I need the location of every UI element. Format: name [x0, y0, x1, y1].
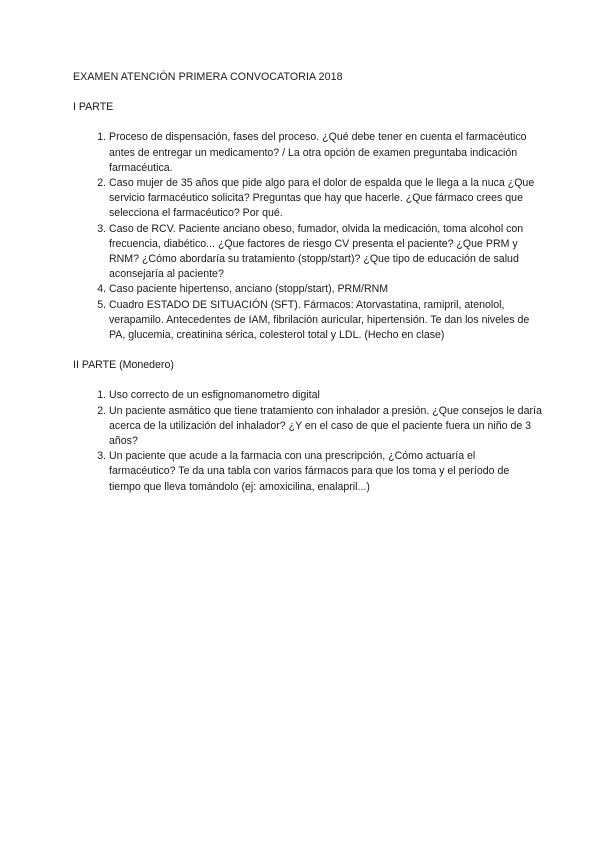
part-1-question-list	[73, 130, 543, 343]
part-2-question-3: 3. Un paciente que acude a la farmacia con una prescripción, ¿Cómo actuaría el farmacéutico? Te da una tabla con varios fármacos para que los toma y el período de tiempo que lleva tomándolo (ej: amoxicilina, enalapril...)	[109, 449, 543, 495]
part-2-title: II PARTE (Monedero)	[73, 359, 174, 372]
part-1-question-2: 2. Caso mujer de 35 años que pide algo para el dolor de espalda que le llega a la nuca ¿Que servicio farmacéutico solicita? Preguntas que hay que hacerle. ¿Que fármaco crees que selecciona el farmacéutico? Por qué.	[109, 176, 543, 222]
document-content	[73, 70, 543, 495]
exam-title: EXAMEN ATENCIÓN PRIMERA CONVOCATORIA 2018	[73, 71, 343, 83]
part-2-question-2: 2. Un paciente asmático que tiene tratamiento con inhalador a presión. ¿Que consejos le daría acerca de la utilización del inhalador? ¿Y en el caso de que el paciente fuera un niño de 3 años?	[109, 404, 543, 450]
part-1-question-5: 5. Cuadro ESTADO DE SITUACIÓN (SFT). Fármacos: Atorvastatina, ramipril, atenolol, verapamilo. Antecedentes de IAM, fibrilación auricular, hipertensión. Te dan los niveles de PA, glucemia, creatinina sérica, colesterol total y LDL. (Hecho en clase)	[109, 298, 543, 344]
part-1-question-3: 3. Caso de RCV. Paciente anciano obeso, fumador, olvida la medicación, toma alcohol con frecuencia, diabético... ¿Que factores de riesgo CV presenta el paciente? ¿Que PRM y RNM? ¿Cómo abordaría su tratamiento (stopp/start)? ¿Que tipo de educación de salud aconsejaría al paciente?	[109, 222, 543, 283]
part-2-question-1: 1. Uso correcto de un esfignomanometro digital	[109, 388, 543, 403]
part-1-title: I PARTE	[73, 101, 114, 114]
part-1-question-4: 4. Caso paciente hipertenso, anciano (stopp/start), PRM/RNM	[109, 282, 543, 297]
part-2-question-list	[73, 388, 543, 494]
part-1-question-1: 1. Proceso de dispensación, fases del proceso. ¿Qué debe tener en cuenta el farmacéutico antes de entregar un medicamento? / La otra opción de examen preguntaba indicación farmacéutica.	[109, 130, 543, 176]
